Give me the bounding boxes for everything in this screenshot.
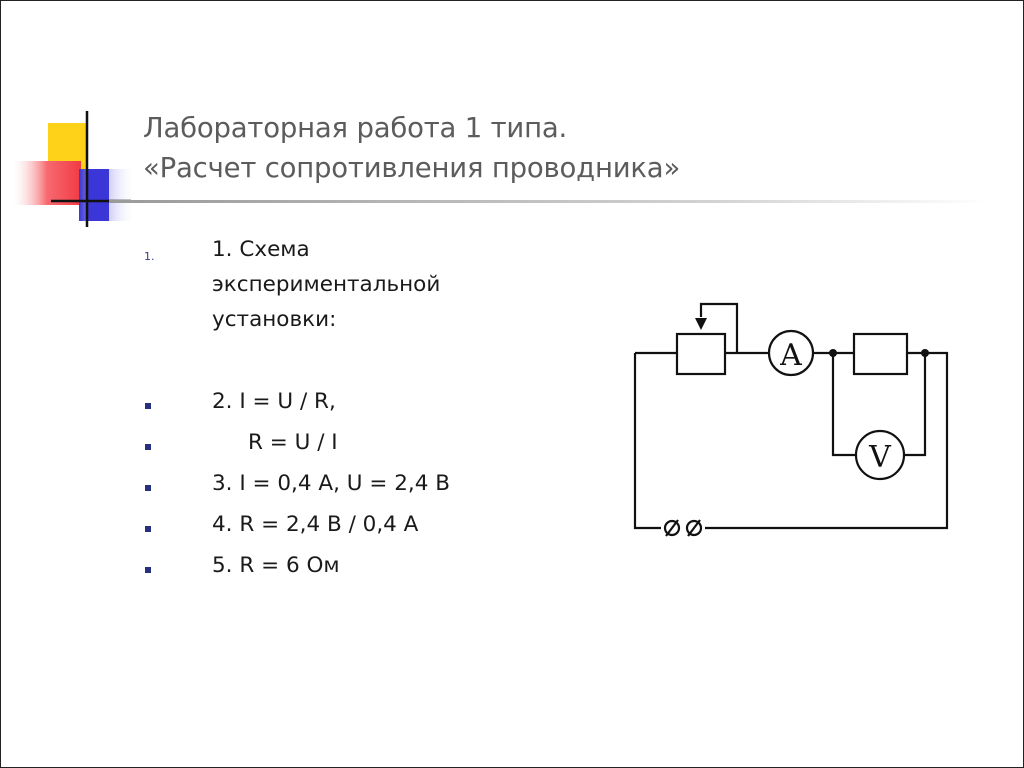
ammeter-label: A — [780, 338, 802, 373]
title-line-1: Лабораторная работа 1 типа. — [143, 112, 568, 144]
bullet-marker — [145, 567, 151, 573]
bullet-marker — [145, 403, 151, 409]
bullet-item: 4. R = 2,4 B / 0,4 A — [212, 512, 419, 537]
list-item-text: экспериментальной — [212, 272, 441, 297]
junction-dot — [829, 349, 837, 357]
bullet-marker — [145, 526, 151, 532]
bullet-item: 2. I = U / R, — [212, 389, 336, 414]
slide-title — [143, 108, 903, 188]
deco-red-gradient — [13, 161, 81, 205]
voltmeter-label: V — [869, 440, 891, 475]
bullet-item: 3. I = 0,4 A, U = 2,4 B — [212, 471, 450, 496]
bullet-marker — [145, 444, 151, 450]
rheostat-slider-wire — [701, 304, 737, 353]
circuit-diagram — [621, 291, 961, 551]
numbered-list-marker: 1. — [144, 250, 155, 263]
rheostat — [677, 334, 725, 374]
bullet-item: R = U / I — [248, 430, 338, 455]
circuit-wire — [635, 353, 661, 528]
title-line-2: «Расчет сопротивления проводника» — [143, 152, 681, 184]
bullet-marker — [145, 485, 151, 491]
list-item-text: 1. Схема — [212, 237, 310, 262]
title-rule — [109, 200, 989, 203]
rheostat-arrow — [695, 318, 707, 330]
resistor — [854, 334, 907, 374]
bullet-item: 5. R = 6 Ом — [212, 553, 340, 578]
list-item-text: установки: — [212, 307, 337, 332]
circuit-wire — [705, 353, 947, 528]
junction-dot — [921, 349, 929, 357]
circuit-wire — [833, 353, 855, 455]
